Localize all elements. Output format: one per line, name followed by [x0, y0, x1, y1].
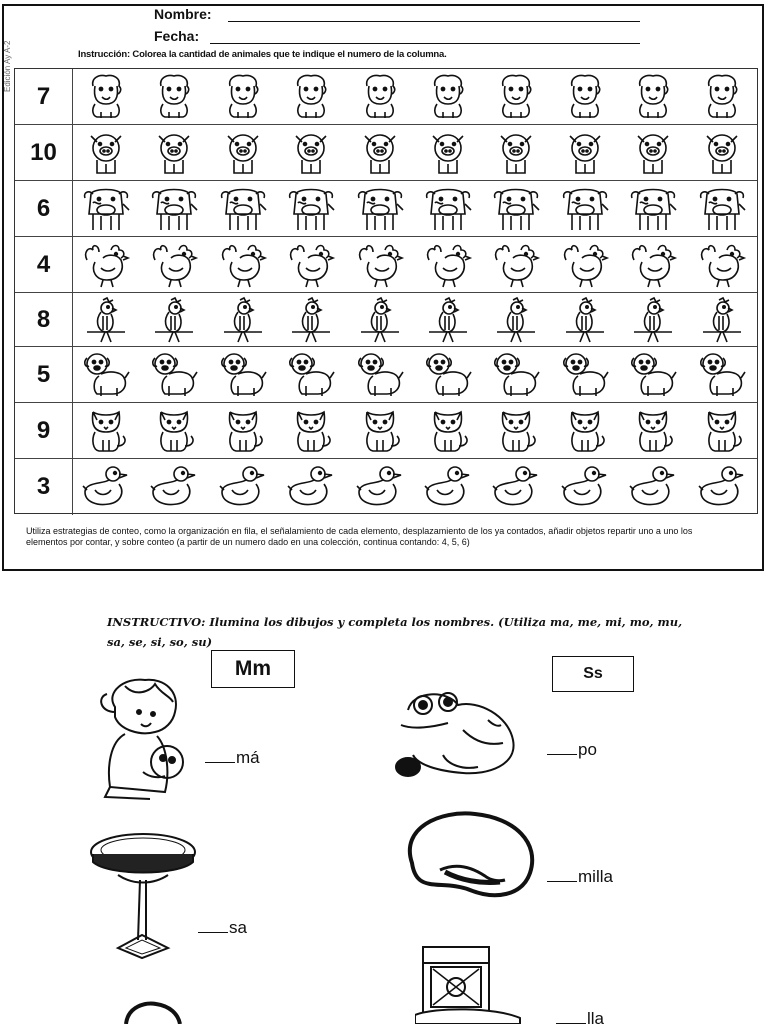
pig-icon[interactable] — [491, 128, 541, 176]
cat-icon[interactable] — [628, 406, 678, 454]
parrot-icon[interactable] — [355, 296, 405, 344]
parrot-icon[interactable] — [81, 296, 131, 344]
pig-icon[interactable] — [560, 128, 610, 176]
dog-icon[interactable] — [491, 350, 541, 398]
pig-icon[interactable] — [149, 128, 199, 176]
sheep-icon[interactable] — [81, 72, 131, 120]
suffix-mesa: sa — [229, 918, 247, 937]
rooster-icon[interactable] — [560, 240, 610, 288]
cow-icon[interactable] — [286, 184, 336, 232]
sheep-icon[interactable] — [628, 72, 678, 120]
cow-icon[interactable] — [628, 184, 678, 232]
pig-icon[interactable] — [628, 128, 678, 176]
sheep-icon[interactable] — [286, 72, 336, 120]
duck-icon[interactable] — [491, 462, 541, 510]
grid-row-parrot — [15, 293, 757, 347]
pig-icon[interactable] — [286, 128, 336, 176]
grid-row-pig — [15, 125, 757, 181]
suffix-semilla: milla — [578, 867, 613, 886]
parrot-icon[interactable] — [149, 296, 199, 344]
parrot-icon[interactable] — [628, 296, 678, 344]
dog-icon[interactable] — [355, 350, 405, 398]
rooster-icon[interactable] — [491, 240, 541, 288]
letter-box-s: Ss — [552, 656, 634, 692]
row-number: 10 — [15, 125, 73, 180]
fecha-label: Fecha: — [154, 28, 200, 44]
duck-icon[interactable] — [286, 462, 336, 510]
duck-icon[interactable] — [149, 462, 199, 510]
counting-worksheet — [2, 4, 764, 571]
cat-icon[interactable] — [218, 406, 268, 454]
row-animals — [73, 125, 757, 180]
duck-icon[interactable] — [355, 462, 405, 510]
cow-icon[interactable] — [149, 184, 199, 232]
nombre-field[interactable] — [228, 21, 640, 22]
sheep-icon[interactable] — [491, 72, 541, 120]
duck-icon[interactable] — [81, 462, 131, 510]
cow-icon[interactable] — [423, 184, 473, 232]
blank-sapo[interactable] — [547, 754, 577, 755]
row-animals — [73, 237, 757, 292]
edition-code: Edición Ay A-2 — [3, 40, 12, 92]
rooster-icon[interactable] — [286, 240, 336, 288]
cow-icon[interactable] — [491, 184, 541, 232]
footer-note: Utiliza estrategias de conteo, como la organización en fila, el señalamiento de cada elemento, desplazamiento de los ya contados, añadir objetos repartir uno a uno los elementos por contar, y sobre conteo (a partir de un numero dado en una colección, continua contando: 4, 5, 6) — [26, 526, 693, 547]
dog-icon[interactable] — [697, 350, 747, 398]
rooster-icon[interactable] — [218, 240, 268, 288]
row-animals — [73, 347, 757, 402]
counting-grid — [14, 68, 758, 514]
cat-icon[interactable] — [355, 406, 405, 454]
word-sapo[interactable] — [547, 740, 597, 760]
pig-icon[interactable] — [697, 128, 747, 176]
instruction-text: Instrucción: Colorea la cantidad de animales que te indique el numero de la columna. — [78, 49, 447, 60]
parrot-icon[interactable] — [560, 296, 610, 344]
row-animals — [73, 403, 757, 458]
row-number: 7 — [15, 69, 73, 124]
grid-row-rooster — [15, 237, 757, 293]
sheep-icon[interactable] — [149, 72, 199, 120]
instructivo-line-1: INSTRUCTIVO: Ilumina los dibujos y completa los nombres. (Utiliza ma, me, mi, mo, mu, — [107, 615, 683, 629]
parrot-icon[interactable] — [491, 296, 541, 344]
word-silla[interactable] — [556, 1009, 604, 1029]
fecha-line — [154, 28, 640, 44]
dog-icon[interactable] — [149, 350, 199, 398]
row-number: 5 — [15, 347, 73, 402]
cat-icon[interactable] — [491, 406, 541, 454]
dog-icon[interactable] — [423, 350, 473, 398]
sheep-icon[interactable] — [560, 72, 610, 120]
instructivo-line-2: sa, se, si, so, su) — [107, 635, 213, 649]
duck-icon[interactable] — [560, 462, 610, 510]
fecha-field[interactable] — [210, 43, 640, 44]
frog-icon[interactable] — [393, 685, 523, 780]
cow-icon[interactable] — [81, 184, 131, 232]
suffix-sapo: po — [578, 740, 597, 759]
partial-picture-icon[interactable] — [118, 1000, 188, 1024]
rooster-icon[interactable] — [81, 240, 131, 288]
cow-icon[interactable] — [560, 184, 610, 232]
row-number: 4 — [15, 237, 73, 292]
grid-row-dog — [15, 347, 757, 403]
row-number: 8 — [15, 293, 73, 346]
rooster-icon[interactable] — [628, 240, 678, 288]
pig-icon[interactable] — [355, 128, 405, 176]
duck-icon[interactable] — [423, 462, 473, 510]
pig-icon[interactable] — [423, 128, 473, 176]
cat-icon[interactable] — [81, 406, 131, 454]
rooster-icon[interactable] — [355, 240, 405, 288]
dog-icon[interactable] — [218, 350, 268, 398]
rooster-icon[interactable] — [423, 240, 473, 288]
suffix-silla: lla — [587, 1009, 605, 1028]
blank-semilla[interactable] — [547, 881, 577, 882]
dog-icon[interactable] — [286, 350, 336, 398]
duck-icon[interactable] — [697, 462, 747, 510]
row-animals — [73, 459, 757, 515]
grid-row-duck — [15, 459, 757, 515]
blank-mesa[interactable] — [198, 932, 228, 933]
sheep-icon[interactable] — [355, 72, 405, 120]
sheep-icon[interactable] — [218, 72, 268, 120]
parrot-icon[interactable] — [697, 296, 747, 344]
parrot-icon[interactable] — [218, 296, 268, 344]
chair-icon[interactable] — [415, 943, 525, 1024]
dog-icon[interactable] — [628, 350, 678, 398]
row-number: 6 — [15, 181, 73, 236]
word-semilla[interactable] — [547, 867, 613, 887]
cow-icon[interactable] — [697, 184, 747, 232]
cat-icon[interactable] — [697, 406, 747, 454]
cat-icon[interactable] — [286, 406, 336, 454]
row-number: 3 — [15, 459, 73, 515]
row-animals — [73, 69, 757, 124]
dog-icon[interactable] — [81, 350, 131, 398]
pig-icon[interactable] — [81, 128, 131, 176]
pig-icon[interactable] — [218, 128, 268, 176]
parrot-icon[interactable] — [423, 296, 473, 344]
blank-mama[interactable] — [205, 762, 235, 763]
duck-icon[interactable] — [218, 462, 268, 510]
cow-icon[interactable] — [218, 184, 268, 232]
instructivo-text — [107, 612, 707, 652]
grid-row-cow — [15, 181, 757, 237]
row-animals — [73, 293, 757, 346]
word-mesa[interactable] — [198, 918, 247, 938]
rooster-icon[interactable] — [697, 240, 747, 288]
letter-box-m: Mm — [211, 650, 295, 688]
cat-icon[interactable] — [423, 406, 473, 454]
grid-row-sheep — [15, 69, 757, 125]
row-animals — [73, 181, 757, 236]
cow-icon[interactable] — [355, 184, 405, 232]
seed-icon[interactable] — [400, 808, 545, 903]
nombre-line — [154, 6, 640, 22]
duck-icon[interactable] — [628, 462, 678, 510]
girl-with-doll-icon[interactable] — [95, 672, 195, 802]
sheep-icon[interactable] — [697, 72, 747, 120]
cat-icon[interactable] — [149, 406, 199, 454]
sheep-icon[interactable] — [423, 72, 473, 120]
rooster-icon[interactable] — [149, 240, 199, 288]
nombre-label: Nombre: — [154, 6, 212, 22]
table-icon[interactable] — [88, 830, 198, 965]
cat-icon[interactable] — [560, 406, 610, 454]
suffix-mama: má — [236, 748, 260, 767]
parrot-icon[interactable] — [286, 296, 336, 344]
row-number: 9 — [15, 403, 73, 458]
dog-icon[interactable] — [560, 350, 610, 398]
grid-row-cat — [15, 403, 757, 459]
word-mama[interactable] — [205, 748, 260, 768]
